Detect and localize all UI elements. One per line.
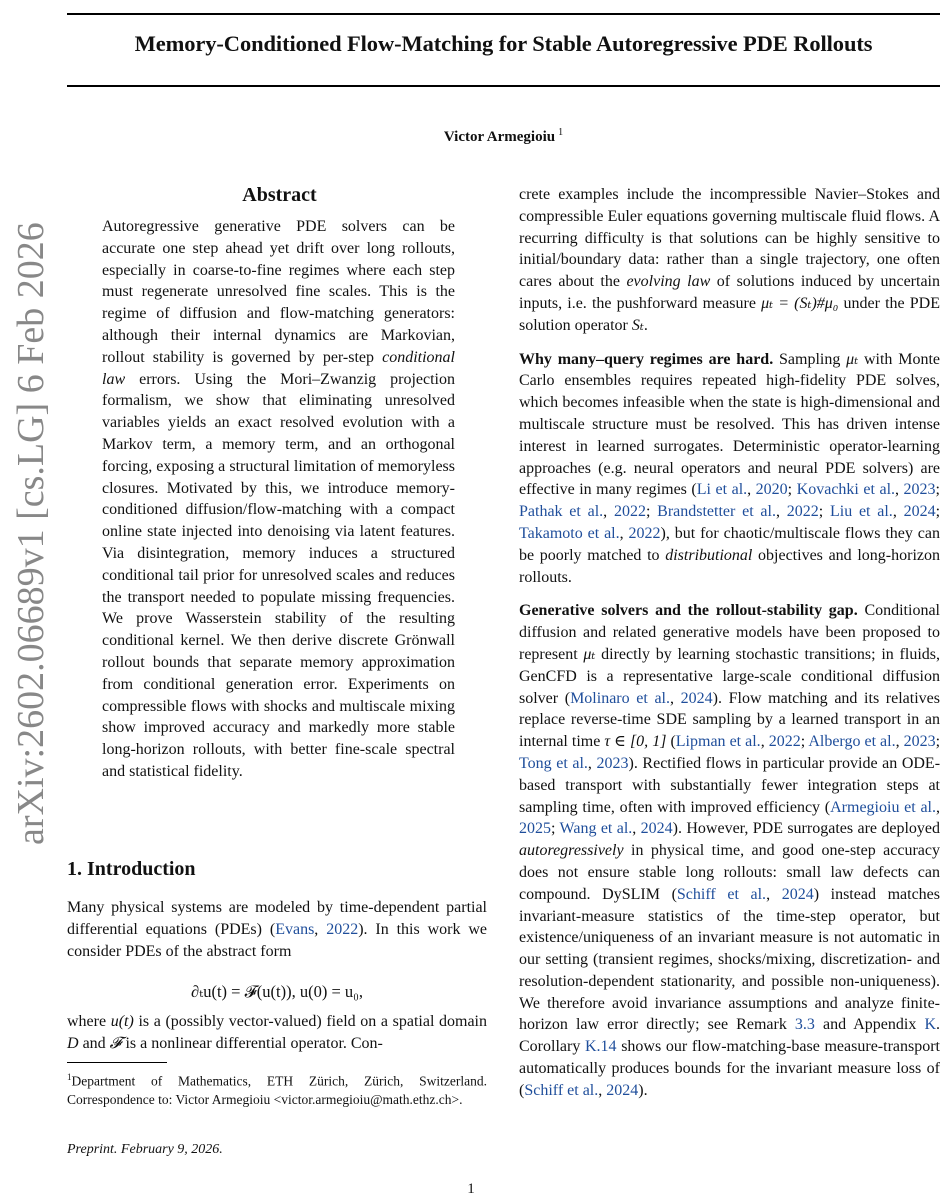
citation-link[interactable]: Liu et al. <box>829 503 893 521</box>
body-text: crete examples include the incompressible Navier–Stokes and compressible Euler equations governing multiscale fluid flows. A recurring difficulty is that solutions can be highly sensitive to initial/boundary data: rather than a single trajectory, one often cares about the <box>519 186 940 291</box>
body-text: . Corollary <box>519 1016 940 1056</box>
citation-link[interactable]: Lipman et al. <box>675 733 761 751</box>
intro-text: and <box>78 1034 110 1052</box>
body-text: of solutions induced by uncertain inputs, i.e. the pushforward measure <box>519 273 941 312</box>
top-rule <box>67 13 940 15</box>
math-inline: 𝓕 <box>109 1034 122 1052</box>
body-text: . <box>643 316 648 334</box>
math-inline: μₜ <box>846 350 859 368</box>
emphasis: evolving law <box>626 273 711 291</box>
citation-link[interactable]: Brandstetter et al. <box>657 503 776 521</box>
right-column <box>519 184 940 1102</box>
body-text: ). Rectified flows in particular provide an ODE-based transport with substantially fewer integration steps at sampling time, often with improved efficiency ( <box>519 754 941 816</box>
footnote-mark: 1 <box>67 1072 72 1082</box>
footnote-text: Department of Mathematics, ETH Zürich, Zürich, Switzerland. Correspondence to: Victor Armegioiu <victor.armegioiu@math.ethz.ch>. <box>67 1073 487 1107</box>
body-text: in physical time, and good one-step accuracy does not ensure stable long rollouts: small law defects can compound. DySLIM ( <box>519 842 940 903</box>
citation-link[interactable]: Albergo et al. <box>808 733 896 751</box>
citation-link[interactable]: Evans <box>275 920 315 938</box>
body-text: directly by learning stochastic transitions; in fluids, GenCFD is a representative large-scale conditional diffusion solver ( <box>519 645 940 707</box>
arxiv-side-stamp <box>8 222 54 845</box>
intro-text: is a (possibly vector-valued) field on a spatial domain <box>133 1013 487 1030</box>
preprint-line: Preprint. February 9, 2026. <box>67 1142 223 1157</box>
citation-year-link[interactable]: 2022 <box>786 503 819 521</box>
author-line <box>67 127 940 146</box>
intro-text: Many physical systems are modeled by time-dependent partial differential equations (PDEs) ( <box>67 899 487 938</box>
citation-link[interactable]: Armegioiu et al. <box>830 798 936 816</box>
intro-text: is a nonlinear differential operator. Con- <box>121 1034 383 1052</box>
citation-year-link[interactable]: 2022 <box>628 524 661 542</box>
citation-link[interactable]: Pathak et al. <box>519 503 604 521</box>
body-text: ), but for chaotic/multiscale flows they can be poorly matched to <box>519 524 940 564</box>
citation-separator: , <box>314 920 327 938</box>
body-text: shows our flow-matching-base measure-transport automatically produces bounds for the invariant measure loss of ( <box>519 1038 940 1099</box>
citation-link[interactable]: Molinaro et al. <box>570 689 670 707</box>
math-inline: τ ∈ [0, 1] <box>604 733 667 751</box>
author-name: Victor Armegioiu <box>443 129 556 145</box>
citation-year-link[interactable]: 2024 <box>680 689 713 707</box>
citation-year-link[interactable]: 2020 <box>755 481 788 499</box>
page-number: 1 <box>467 1181 475 1197</box>
citation-link[interactable]: Schiff et al. <box>676 885 767 903</box>
citation-year-link[interactable]: 2023 <box>596 754 629 772</box>
intro-paragraph <box>67 897 487 962</box>
intro-text: ). In this work we consider PDEs of the abstract form <box>67 920 488 960</box>
math-inline: μₜ = (Sₜ)#μ₀ <box>761 294 839 312</box>
footnote <box>67 1068 487 1109</box>
body-text: Conditional diffusion and related generative models have been proposed to represent <box>519 602 940 663</box>
body-text: ). However, PDE surrogates are deployed <box>672 820 941 838</box>
paper-title: Memory-Conditioned Flow-Matching for Stable Autoregressive PDE Rollouts <box>134 31 873 56</box>
pde-equation: ∂ₜu(t) = 𝓕(u(t)), u(0) = u₀, <box>190 982 363 1001</box>
math-inline: D <box>67 1034 79 1052</box>
math-inline: μₜ <box>583 645 596 663</box>
citation-year-link[interactable]: 2024 <box>903 503 936 521</box>
citation-year-link[interactable]: 2022 <box>326 920 359 938</box>
citation-year-link[interactable]: 2022 <box>768 733 801 751</box>
body-text: under the PDE solution operator <box>519 294 941 334</box>
citation-link[interactable]: Li et al. <box>696 481 748 499</box>
citation-link[interactable]: Kovachki et al. <box>796 481 896 499</box>
citation-link[interactable]: Schiff et al. <box>524 1081 599 1099</box>
section-heading-introduction: 1. Introduction <box>67 858 196 880</box>
citation-year-link[interactable]: 2022 <box>613 503 646 521</box>
citation-link[interactable]: Takamoto et al. <box>519 524 620 542</box>
appendix-ref-link[interactable]: K <box>924 1016 936 1034</box>
math-inline: Sₜ <box>631 316 644 334</box>
right-paragraph-2: Why many–query regimes are hard. Sampling μₜ with Monte Carlo ensembles requires repeated high-fidelity PDE solves, which becomes infeasible when the state is high-dimensional and multiscale structure must be resolved. This has driven intense interest in learned surrogates. Deterministic operator-learning approaches (e.g. neural operators and neural PDE solvers) are effective in many regimes (Li et al., 2020; Kovachki et al., 2023; Pathak et al., 2022; Brandstetter et al., 2022; Liu et al., 2024; Takamoto et al., 2022), but for chaotic/multiscale flows they can be poorly matched to distributional objectives and long-horizon rollouts. <box>519 350 941 586</box>
body-text: with Monte Carlo ensembles requires repeated high-fidelity PDE solves, which becomes infeasible when the state is high-dimensional and multiscale structure must be resolved. This has driven intense interest in learned surrogates. Deterministic operator-learning approaches (e.g. neural operators and neural PDE solvers) are effective in many regimes ( <box>519 350 940 499</box>
right-paragraph-1 <box>519 184 940 337</box>
abstract-text: Autoregressive generative PDE solvers can be accurate one step ahead yet drift over long rollouts, especially in coarse-to-fine regimes where each step must regenerate unresolved fine scales. This is the regime of diffusion and flow-matching generators: although their internal dynamics are Markovian, rollout stability is governed by per-step <box>102 218 455 366</box>
run-in-heading: Generative solvers and the rollout-stability gap. <box>519 602 858 620</box>
intro-paragraph-2 <box>67 1011 487 1055</box>
citation-year-link[interactable]: 2024 <box>606 1081 639 1099</box>
abstract-text-rest: errors. Using the Mori–Zwanzig projection formalism, we show that eliminating unresolved variables yields an exact resolved evolution with a Markov term, a memory term, and an orthogonal forcing, exposing a structural limitation of memoryless closures. Motivated by this, we introduce memory-conditioned diffusion/flow-matching with a compact online state injected into denoising via latent features. Via disintegration, memory induces a structured conditional tail prior for unresolved scales and reduces the transport needed to populate missing frequencies. We prove Wasserstein stability of the resulting conditional kernel. We then derive discrete Grönwall rollout bounds that separate memory approximation from conditional generation error. Experiments on compressible flows with shocks and multiscale mixing show improved accuracy and markedly more stable long-horizon rollouts, with better fine-scale spectral and statistical fidelity. <box>102 370 455 780</box>
math-inline: u(t) <box>110 1013 134 1030</box>
citation-year-link[interactable]: 2024 <box>781 885 814 903</box>
citation-link[interactable]: Wang et al. <box>559 820 633 838</box>
run-in-heading: Why many–query regimes are hard. <box>519 350 774 368</box>
author-affiliation-mark: 1 <box>558 127 564 138</box>
body-text: and Appendix <box>814 1016 925 1034</box>
citation-year-link[interactable]: 2024 <box>640 820 673 838</box>
emphasis: autoregressively <box>519 842 624 860</box>
right-paragraph-3: Generative solvers and the rollout-stability gap. Conditional diffusion and related generative models have been proposed to represent μₜ directly by learning stochastic transitions; in fluids, GenCFD is a representative large-scale conditional diffusion solver (Molinaro et al., 2024). Flow matching and its relatives replace reverse-time SDE sampling by a learned transport in an internal time τ ∈ [0, 1] (Lipman et al., 2022; Albergo et al., 2023; Tong et al., 2023). Rectified flows in particular provide an ODE-based transport with substantially fewer integration steps at sampling time, often with improved efficiency (Armegioiu et al., 2025; Wang et al., 2024). However, PDE surrogates are deployed autoregressively in physical time, and good one-step accuracy does not ensure stable long rollouts: small law defects can compound. DySLIM (Schiff et al., 2024) instead matches invariant-measure statistics of the time-step operator, but existence/uniqueness of an invariant measure is not automatic in our setting (transient regimes, shocks/mixing, discretization- and resolution-dependent stationarity, and possible non-uniqueness). We therefore avoid invariance assumptions and analyze finite-horizon law error directly; see Remark 3.3 and Appendix K. Corollary K.14 shows our flow-matching-base measure-transport automatically produces bounds for the invariant measure loss of (Schiff et al., 2024). <box>519 602 941 1099</box>
title-rule <box>67 85 940 87</box>
citation-year-link[interactable]: 2023 <box>903 733 936 751</box>
body-text: ). Flow matching and its relatives replace reverse-time SDE sampling by a learned transport in an internal time <box>519 689 941 751</box>
citation-year-link[interactable]: 2023 <box>903 481 936 499</box>
paragraph-gap <box>519 337 940 349</box>
paragraph-gap <box>519 588 940 600</box>
footnote-rule <box>67 1062 167 1063</box>
abstract-emphasis: conditional law <box>102 348 455 388</box>
abstract-heading: Abstract <box>242 184 317 206</box>
body-text: objectives and long-horizon rollouts. <box>519 546 941 586</box>
remark-ref-link[interactable]: 3.3 <box>794 1016 815 1034</box>
citation-year-link[interactable]: 2025 <box>519 820 551 838</box>
body-text: ) instead matches invariant-measure statistics of the time-step operator, but existence/uniqueness of an invariant measure is not automatic in our setting (transient regimes, shocks/mixing, discretization- and resolution-dependent stationarity, and possible non-uniqueness). We therefore avoid invariance assumptions and analyze finite-horizon law error directly; see Remark <box>519 885 941 1034</box>
body-text: Sampling <box>773 350 847 368</box>
arxiv-identifier[interactable]: arXiv:2602.06689v1 [cs.LG] 6 Feb 2026 <box>10 222 52 845</box>
citation-link[interactable]: Tong et al. <box>519 754 588 772</box>
body-text: ( <box>666 733 676 751</box>
corollary-ref-link[interactable]: K.14 <box>584 1038 617 1056</box>
intro-text: where <box>67 1013 111 1030</box>
emphasis: distributional <box>665 546 753 564</box>
abstract-body <box>102 216 455 783</box>
body-text: ). <box>638 1081 648 1099</box>
